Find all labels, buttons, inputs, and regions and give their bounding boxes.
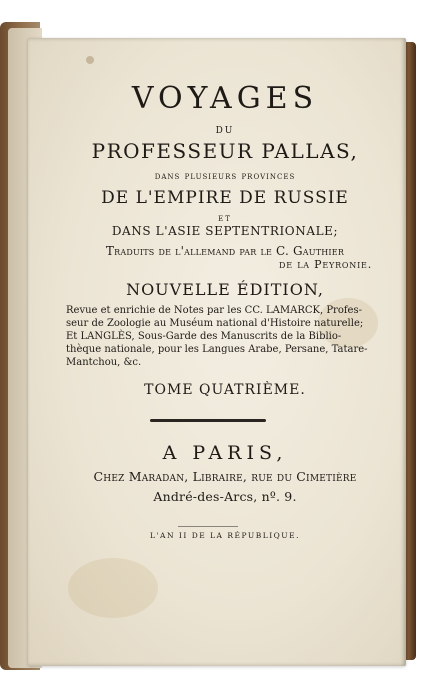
subtitle-asie: DANS L'ASIE SEPTENTRIONALE;	[111, 224, 339, 238]
revision-paragraph	[66, 304, 392, 369]
imprint-address: André-des-Arcs, nº. 9.	[153, 489, 297, 504]
revision-line: seur de Zoologie au Muséum national d'Histoire naturelle;	[66, 318, 364, 329]
translator-line-2: de la Peyronie.	[279, 258, 372, 271]
divider	[178, 526, 238, 527]
foxing-spot	[68, 558, 158, 618]
subtitle-et: ET	[218, 215, 232, 223]
revision-line: Revue et enrichie de Notes par les CC. LAMARCK, Profes-	[66, 305, 362, 316]
imprint-publisher: Chez Maradan, Libraire, rue du Cimetière	[93, 469, 357, 484]
imprint-city: A PARIS,	[162, 442, 288, 464]
volume-line: TOME QUATRIÈME.	[144, 382, 306, 398]
subtitle-empire: DE L'EMPIRE DE RUSSIE	[101, 188, 349, 208]
revision-line: Mantchou, &c.	[66, 357, 142, 368]
imprint-year: L'AN II DE LA RÉPUBLIQUE.	[149, 531, 300, 540]
ornamental-rule	[150, 419, 266, 422]
revision-line: Et LANGLÈS, Sous-Garde des Manuscrits de la Biblio-	[66, 331, 342, 342]
title-du: DU	[215, 126, 235, 136]
foxing-spot	[86, 56, 94, 64]
translator-line: Traduits de l'allemand par le C. Gauthier	[105, 244, 345, 258]
subtitle-provinces: dans plusieurs provinces	[154, 170, 296, 182]
author-line: PROFESSEUR PALLAS,	[91, 139, 359, 163]
book-title: VOYAGES	[131, 81, 319, 116]
revision-line: thèque nationale, pour les Langues Arabe, Persane, Tatare-	[66, 344, 368, 355]
edition-line: NOUVELLE ÉDITION,	[126, 280, 324, 299]
title-page	[28, 38, 406, 666]
